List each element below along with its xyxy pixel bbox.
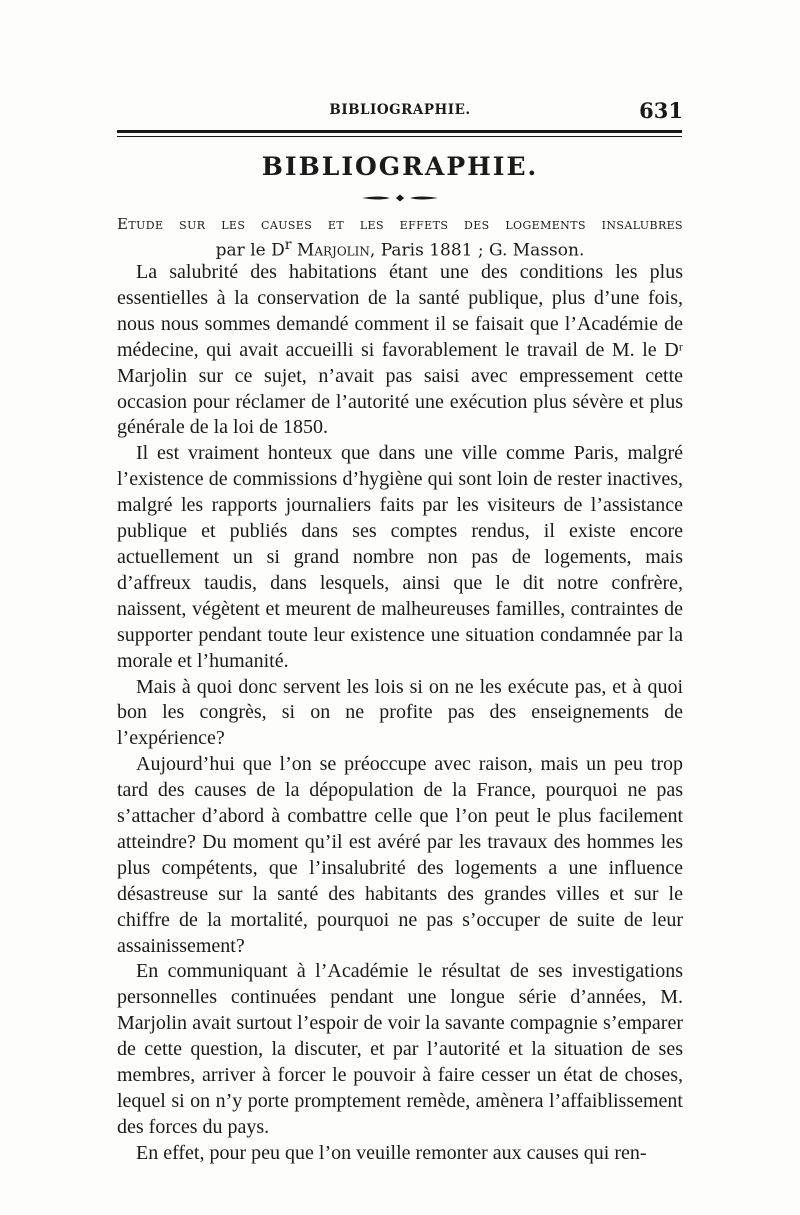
paragraph: Il est vraiment honteux que dans une ville comme Paris, malgré l’existence de commissions d’hygiène qui sont loin de rester inactives, malgré les rapports journaliers faits par les visiteurs de l’assistance publique et publiés dans ses comptes rendus, il existe encore actuellement un si grand nombre non pas de logements, mais d’affreux taudis, dans lesquels, ainsi que le dit notre confrère, naissent, végètent et meurent de malheureuses familles, contraintes de supporter pendant toute leur existence une situation condamnée par la morale et l’humanité. (117, 442, 683, 672)
paragraph: La salubrité des habitations étant une des conditions les plus essentielles à la conservation de la santé publique, plus d’une fois, nous nous sommes demandé comment il se faisait que l’Académie de médecine, qui avait accueilli si favorablement le travail de M. le Dʳ Marjolin sur ce sujet, n’avait pas saisi avec empressement cette occasion pour réclamer de l’autorité une exécution plus sévère et plus générale de la loi de 1850. (117, 261, 683, 439)
ornament-divider-icon (360, 194, 440, 202)
article-title: Etude sur les causes et les effets des logements insalubres (117, 215, 683, 233)
article-byline (117, 235, 683, 262)
publication-info: , Paris 1881 ; G. Masson. (369, 240, 585, 261)
author-name: Marjolin (296, 240, 370, 261)
byline-prefix: par le D (215, 240, 285, 261)
byline-superscript: r (284, 237, 292, 253)
section-title: BIBLIOGRAPHIE. (261, 152, 539, 181)
paragraph: En communiquant à l’Académie le résultat de ses investigations personnelles continuées pendant une longue série d’années, M. Marjolin avait surtout l’espoir de voir la savante compagnie s’emparer de cette question, la discuter, et par l’autorité et la situation de ses membres, arriver à forcer le pouvoir à faire cesser un état de choses, lequel si on n’y porte promptement remède, amènera l’affaiblissement des forces du pays. (117, 960, 683, 1138)
paragraph: Aujourd’hui que l’on se préoccupe avec raison, mais un peu trop tard des causes de la dépopulation de la France, pourquoi ne pas s’attacher d’abord à combattre celle que l’on peut le plus facilement atteindre? Du moment qu’il est avéré par les travaux des hommes les plus compétents, que l’insalubrité des logements a une influence désastreuse sur la santé des habitants des grandes villes et sur le chiffre de la mortalité, pourquoi ne pas s’occuper de suite de leur assainissement? (117, 753, 683, 957)
header-rule-thick (117, 130, 682, 133)
body-text (117, 260, 683, 1167)
paragraph: Mais à quoi donc servent les lois si on ne les exécute pas, et à quoi bon les congrès, si on ne profite pas des enseignements de l’expérience? (117, 675, 683, 750)
header-rule-thin (117, 136, 682, 137)
paragraph: En effet, pour peu que l’on veuille remonter aux causes qui ren- (136, 1141, 647, 1164)
running-head (117, 98, 683, 122)
article-heading (117, 214, 683, 262)
page-number: 631 (639, 98, 683, 123)
running-head-title: BIBLIOGRAPHIE. (329, 102, 471, 118)
